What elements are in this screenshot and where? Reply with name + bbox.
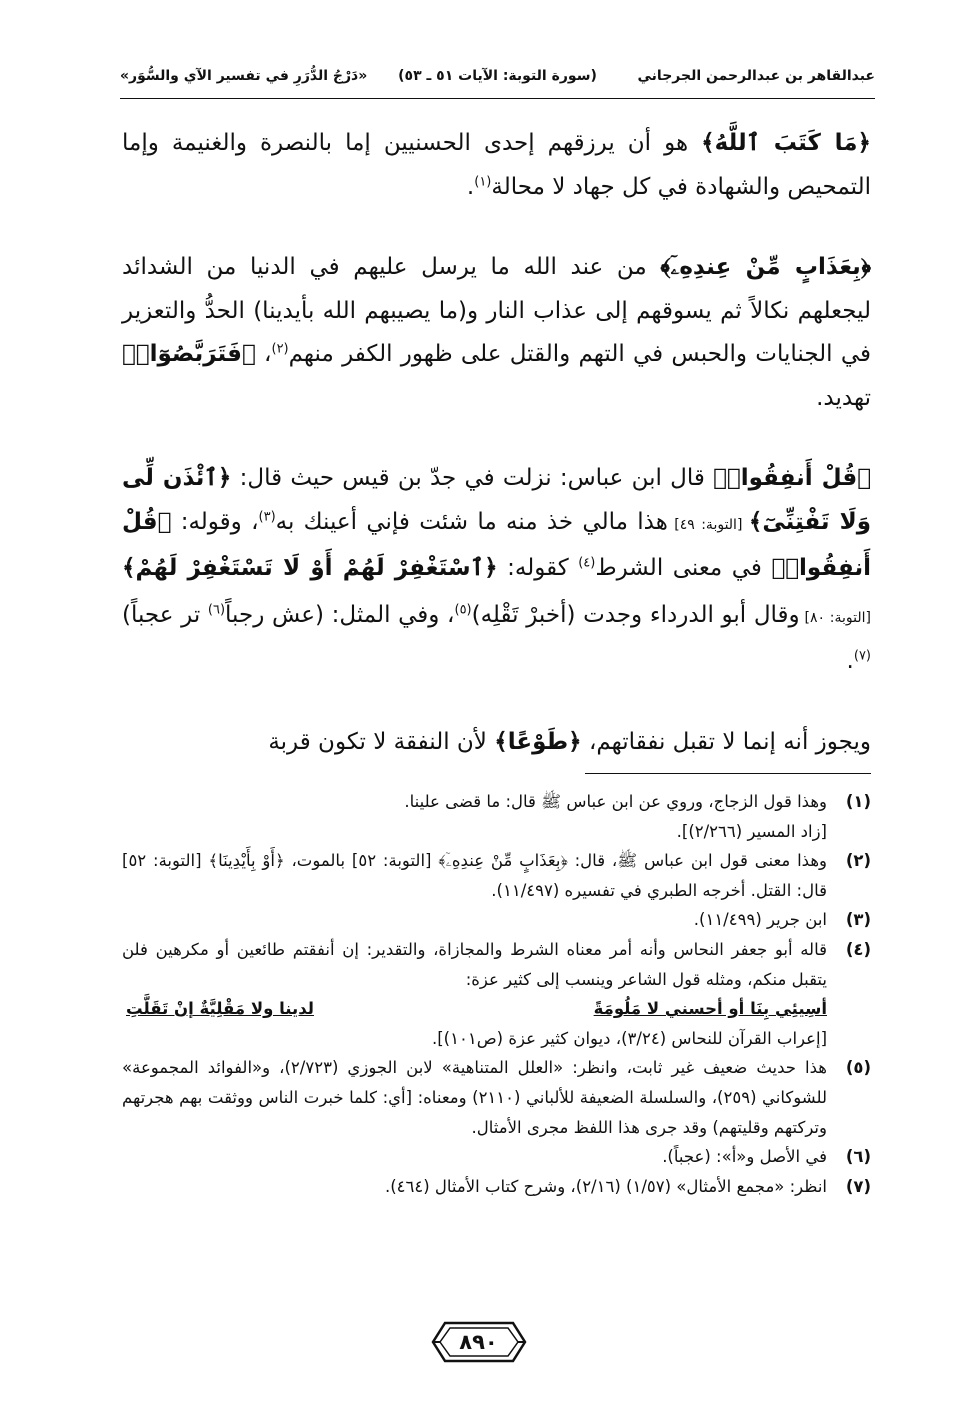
footnote-4 bbox=[122, 935, 871, 1053]
text: في معنى الشرط bbox=[595, 555, 772, 581]
header-surah-range: (سورة التوبة: الآيات ٥١ ـ ٥٣) bbox=[398, 68, 597, 84]
header-author: عبدالقاهر بن عبدالرحمن الجرجاني bbox=[637, 68, 875, 84]
text: ويجوز أنه إنما لا تقبل نفقاتهم، bbox=[581, 728, 871, 755]
footnote-number: (٥) bbox=[845, 1058, 871, 1078]
text: ، وفي المثل: (عش رجباً bbox=[225, 601, 455, 628]
verse-first-half: أسِيئِي بِنَا أو أحسني لا مَلُومَةً bbox=[593, 999, 827, 1019]
text: . bbox=[466, 173, 475, 200]
footnote-ref[interactable]: (٧) bbox=[853, 648, 871, 664]
paragraph-4 bbox=[122, 721, 871, 765]
poetry-verse bbox=[122, 994, 827, 1024]
footnote-number: (٤) bbox=[845, 939, 871, 959]
footnote-number: (١) bbox=[845, 792, 871, 811]
footnote-source: [إعراب القرآن للنحاس (٣/٢٤)، ديوان كثير عزة (ص١٠١)]. bbox=[432, 1028, 827, 1048]
text: كقوله: bbox=[497, 555, 579, 581]
text: لأن النفقة لا تكون قربة bbox=[268, 728, 495, 755]
text: ، bbox=[255, 341, 272, 367]
footnote-ref[interactable]: (١) bbox=[474, 173, 492, 189]
footnote-1 bbox=[122, 787, 871, 846]
text: قال ابن عباس: نزلت في جدّ بن قيس حيث قال: bbox=[231, 465, 714, 491]
footnote-ref[interactable]: (٢) bbox=[271, 341, 289, 357]
text: وقال أبو الدرداء وجدت (أخبرْ تَقْلِه) bbox=[471, 601, 800, 628]
footnote-7 bbox=[122, 1172, 871, 1202]
main-text bbox=[122, 122, 871, 801]
text: ، وقوله: bbox=[171, 508, 259, 535]
paragraph-3 bbox=[122, 457, 871, 684]
header-divider bbox=[120, 98, 875, 99]
quran-quote: ﴿ٱئْذَن لِّى وَلَا تَفْتِنِّىٓ﴾ bbox=[122, 465, 871, 535]
quran-quote: ﴿ٱسْتَغْفِرْ لَهُمْ أَوْ لَا تَسْتَغْفِرْ لَهُمْ﴾ bbox=[122, 555, 498, 581]
footnote-number: (٣) bbox=[845, 910, 871, 930]
paragraph-1 bbox=[122, 122, 871, 209]
header-book-title: «دَرْجُ الدُّرَرِ في تفسير الآي والسُّوَر» bbox=[120, 68, 368, 84]
footnote-source: [زاد المسير (٢/٢٦٦)]. bbox=[676, 821, 827, 841]
footnote-ref[interactable]: (٣) bbox=[258, 508, 276, 524]
text: هذا مالي خذ منه ما شئت فإني أعينك به bbox=[275, 508, 668, 535]
footnote-number: (٦) bbox=[845, 1147, 871, 1167]
text: هو أن يرزقهم إحدى الحسنيين إما بالنصرة والغنيمة وإما التمحيص والشهادة في كل جهاد لا محالة bbox=[122, 130, 871, 200]
footnote-text: في الأصل و«أ»: (عجباً). bbox=[662, 1147, 827, 1167]
text: . bbox=[846, 648, 854, 674]
running-header bbox=[120, 64, 875, 94]
quran-quote: ﴿قُلْ أَنفِقُوا۟﴾ bbox=[713, 465, 871, 491]
text: تر عجباً) bbox=[122, 601, 208, 628]
footnote-number: (٧) bbox=[845, 1176, 871, 1196]
footnote-text: ابن جرير (١١/٤٩٩). bbox=[693, 910, 827, 930]
verse-reference: [التوبة: ٤٩] bbox=[667, 516, 749, 533]
text: من عند الله ما يرسل عليهم في الدنيا من الشدائد ليجعلهم نكالاً ثم يسوقهم إلى عذاب النار و(ما يصيبهم الله بأيدينا) الحدُّ والتعزير في الجنايات والحبس في التهم والقتل على ظهور الكفر منهم bbox=[122, 254, 872, 367]
quran-quote: ﴿طَوْعًا﴾ bbox=[494, 728, 582, 755]
paragraph-2 bbox=[122, 246, 871, 420]
page-number: ٨٩٠ bbox=[459, 1330, 498, 1354]
quran-quote: ﴿مَا كَتَبَ ٱللَّهُ﴾ bbox=[701, 130, 872, 156]
footnote-text: قاله أبو جعفر النحاس وأنه أمر معناه الشرط والمجازاة، والتقدير: إن أنفقتم طائعين أو مكرهين فلن يتقبل منكم، ومثله قول الشاعر وينسب إلى كثير عزة: bbox=[122, 939, 827, 989]
quran-quote: ﴿بِعَذَابٍ مِّنْ عِندِهِۦٓ﴾ bbox=[660, 254, 872, 280]
footnote-ref[interactable]: (٦) bbox=[207, 601, 226, 617]
footnote-number: (٢) bbox=[845, 851, 871, 871]
verse-second-half: لدينا ولا مَقْلِيَّةٌ إنْ تَقَلَّتِ bbox=[126, 999, 314, 1019]
footnote-text: وهذا معنى قول ابن عباس ﷺ، قال: ﴿بِعَذَابٍ مِّنْ عِندِهِۦٓ﴾ [التوبة: ٥٢] بالموت، ﴿أَوْ بِأَيْدِينَا﴾ [التوبة: ٥٢] قال: القتل. أخرجه الطبري في تفسيره (١١/٤٩٧). bbox=[122, 851, 828, 900]
footnote-ref[interactable]: (٥) bbox=[454, 601, 472, 617]
text: تهديد. bbox=[816, 384, 871, 411]
footnote-5 bbox=[122, 1053, 871, 1142]
footnote-2 bbox=[122, 846, 871, 905]
quran-quote: ﴿قُلْ أَنفِقُوا۟﴾ bbox=[122, 508, 871, 581]
footnote-text: انظر: «مجمع الأمثال» (١/٥٧) (٢/١٦)، وشرح كتاب الأمثال (٤٦٤). bbox=[384, 1176, 827, 1196]
footnote-divider bbox=[585, 773, 871, 774]
footnote-6 bbox=[122, 1142, 871, 1172]
footnote-ref[interactable]: (٤) bbox=[578, 555, 596, 571]
footnotes bbox=[122, 787, 871, 1201]
footnote-text: هذا حديث ضعيف غير ثابت، وانظر: «العلل المتناهية» لابن الجوزي (٢/٧٢٣)، و«الفوائد المجموعة» للشوكاني (٢٥٩)، والسلسلة الضعيفة للألباني (٢١١٠) ومعناه: [أي: كلما خبرت الناس ووثقت بهم هجرتهم وتركتهم وقليتهم) وقد جرى هذا اللفظ مجرى الأمثال. bbox=[122, 1058, 827, 1137]
verse-reference: [التوبة: ٨٠] bbox=[799, 609, 871, 626]
footnote-text: وهذا قول الزجاج، وروي عن ابن عباس ﷺ قال: ما قضى علينا. bbox=[404, 792, 827, 811]
page-number-badge bbox=[431, 1319, 527, 1365]
quran-quote: ﴿فَتَرَبَّصُوٓا۟﴾ bbox=[122, 341, 256, 367]
footnote-3 bbox=[122, 905, 871, 935]
